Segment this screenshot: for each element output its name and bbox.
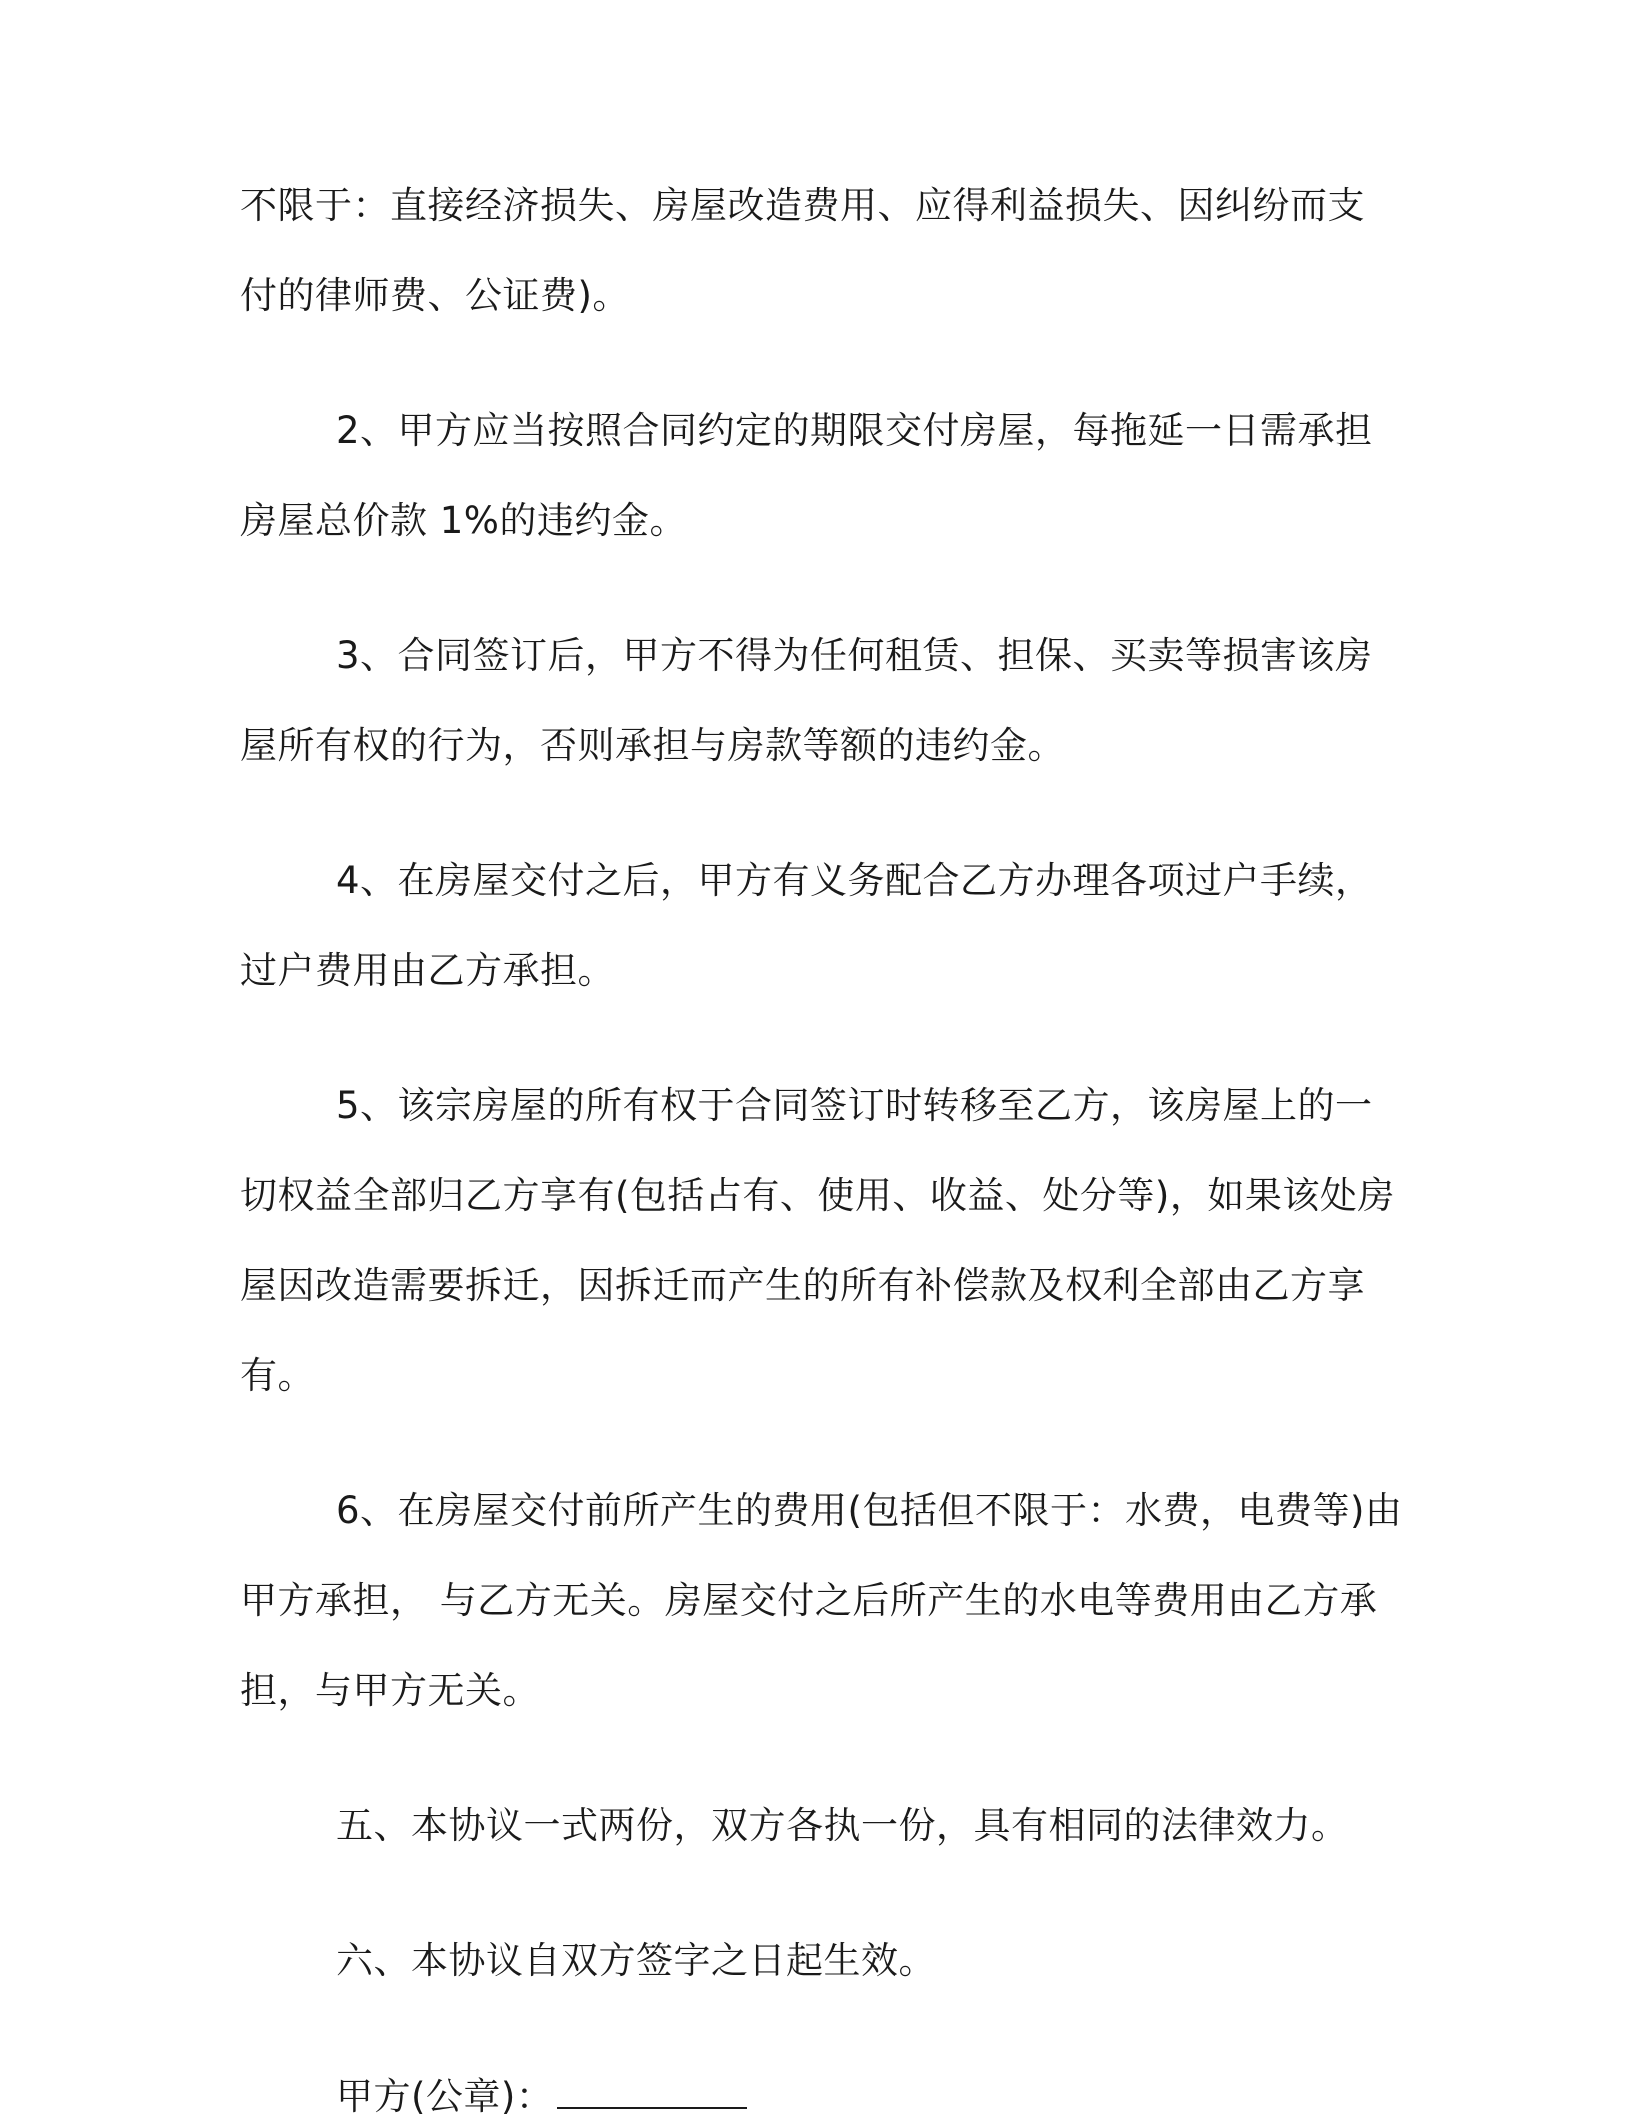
clause-2 [240, 408, 1390, 543]
clause-3 [240, 633, 1390, 768]
paragraph-continuation [240, 183, 1390, 318]
article-5: 五、本协议一式两份，双方各执一份，具有相同的法律效力。 [336, 1804, 1349, 1847]
text-line: 不限于：直接经济损失、房屋改造费用、应得利益损失、因纠纷而支 [240, 184, 1365, 227]
text-line: 4、在房屋交付之后，甲方有义务配合乙方办理各项过户手续， [336, 859, 1373, 902]
text-line: 切权益全部归乙方享有(包括占有、使用、收益、处分等)，如果该处房 [240, 1174, 1395, 1217]
clause-6 [240, 1488, 1403, 1713]
clause-4 [240, 858, 1390, 993]
text-line: 过户费用由乙方承担。 [240, 949, 615, 992]
signature-blank[interactable] [557, 2073, 747, 2109]
document-body [240, 183, 1403, 2118]
text-line: 2、甲方应当按照合同约定的期限交付房屋，每拖延一日需承担 [336, 409, 1373, 452]
text-line: 担，与甲方无关。 [240, 1669, 540, 1712]
text-line: 甲方承担， 与乙方无关。房屋交付之后所产生的水电等费用由乙方承 [240, 1579, 1378, 1622]
clause-5 [240, 1083, 1395, 1398]
text-line: 有。 [240, 1354, 315, 1397]
text-line: 3、合同签订后，甲方不得为任何租赁、担保、买卖等损害该房 [336, 634, 1373, 677]
article-6: 六、本协议自双方签字之日起生效。 [336, 1939, 936, 1982]
text-line: 屋因改造需要拆迁，因拆迁而产生的所有补偿款及权利全部由乙方享 [240, 1264, 1365, 1307]
text-line: 房屋总价款 1%的违约金。 [240, 499, 687, 542]
text-line: 屋所有权的行为，否则承担与房款等额的违约金。 [240, 724, 1065, 767]
text-line: 5、该宗房屋的所有权于合同签订时转移至乙方，该房屋上的一 [336, 1084, 1373, 1127]
signature-label: 甲方(公章)： [336, 2075, 554, 2118]
text-line: 6、在房屋交付前所产生的费用(包括但不限于：水费，电费等)由 [336, 1489, 1403, 1532]
text-line: 付的律师费、公证费)。 [240, 274, 630, 317]
signature-party-a [240, 2073, 1390, 2118]
